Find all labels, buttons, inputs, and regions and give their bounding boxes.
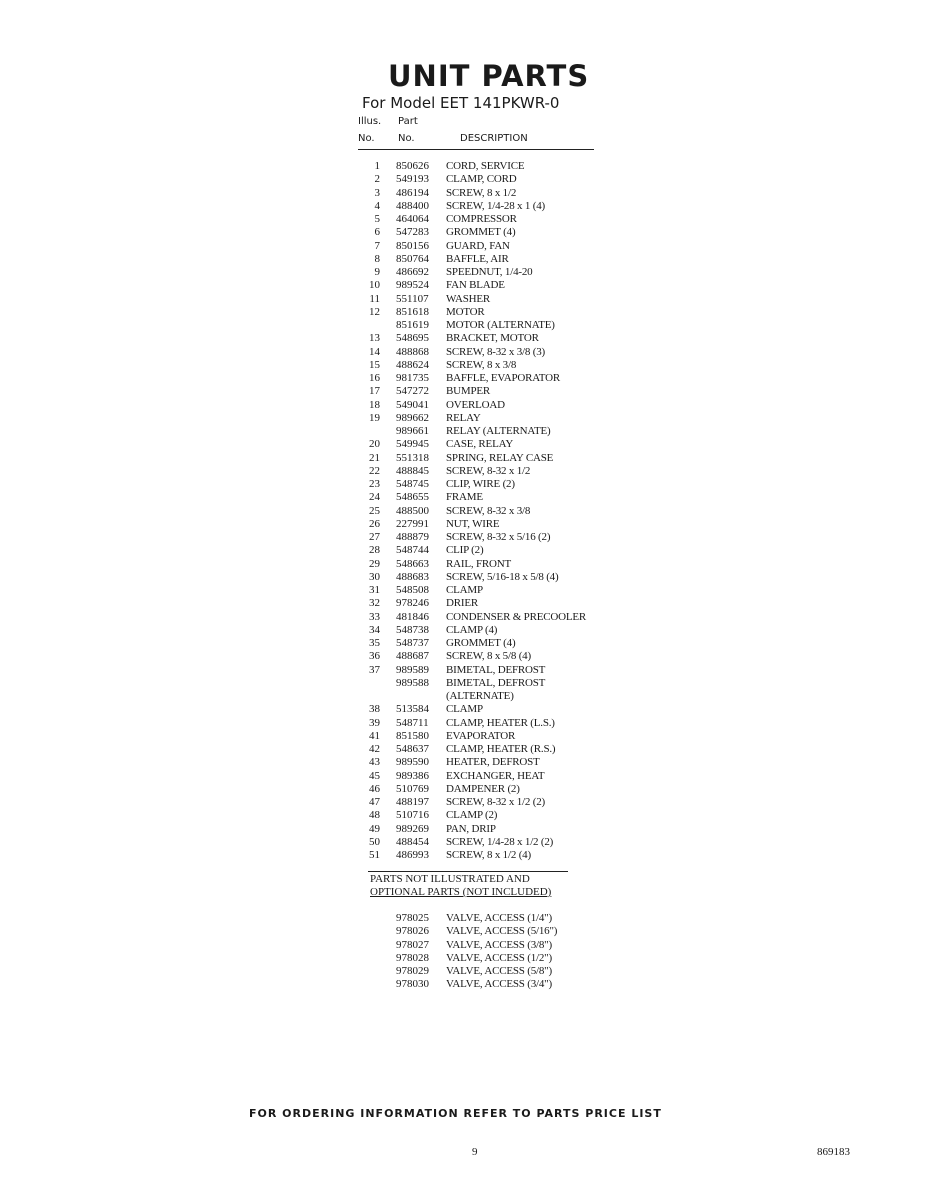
not-illustrated-title-line2: OPTIONAL PARTS (NOT INCLUDED) xyxy=(370,886,552,898)
part-row xyxy=(358,213,618,226)
illus-number: 29 xyxy=(369,557,380,570)
part-description: OVERLOAD xyxy=(446,398,505,411)
part-description: CLAMP, CORD xyxy=(446,173,517,186)
illus-number: 22 xyxy=(369,464,380,477)
optional-part-row xyxy=(358,925,618,938)
part-row xyxy=(358,717,618,730)
illus-number: 9 xyxy=(374,266,380,278)
optional-part-row xyxy=(358,978,618,991)
part-description: BRACKET, MOTOR xyxy=(446,332,539,345)
part-row xyxy=(358,412,618,425)
part-description: VALVE, ACCESS (3/4") xyxy=(446,978,552,991)
illus-number: 8 xyxy=(374,252,380,265)
part-row xyxy=(358,650,618,663)
part-row xyxy=(358,359,618,372)
page-title: UNIT PARTS xyxy=(388,59,590,93)
col-header-no-illus: No. xyxy=(358,133,375,144)
illus-number: 18 xyxy=(369,398,380,411)
part-description: BIMETAL, DEFROST xyxy=(446,676,546,689)
col-header-description: DESCRIPTION xyxy=(460,133,528,144)
part-description: EVAPORATOR xyxy=(446,729,516,742)
illus-number: 31 xyxy=(369,584,380,596)
part-number: 488868 xyxy=(396,345,429,358)
part-number: 548637 xyxy=(396,743,429,755)
part-row xyxy=(358,783,618,796)
part-description: SCREW, 8 x 5/8 (4) xyxy=(446,650,531,663)
illus-number: 1 xyxy=(374,160,380,172)
illus-number: 41 xyxy=(369,729,380,742)
part-row xyxy=(358,796,618,809)
part-description: CLAMP xyxy=(446,584,483,596)
part-description: MOTOR (ALTERNATE) xyxy=(446,319,555,331)
part-number: 547283 xyxy=(396,226,429,239)
part-row xyxy=(358,584,618,597)
illus-number: 38 xyxy=(369,703,380,716)
part-number: 978029 xyxy=(396,965,429,977)
illus-number: 2 xyxy=(374,173,380,186)
illus-number: 50 xyxy=(369,835,380,848)
illus-number: 28 xyxy=(369,544,380,557)
illus-number: 5 xyxy=(374,213,380,225)
part-description: BIMETAL, DEFROST xyxy=(446,663,546,676)
part-description: SPEEDNUT, 1/4-20 xyxy=(446,266,533,278)
part-row xyxy=(358,279,618,292)
illus-number: 39 xyxy=(369,716,380,729)
part-row xyxy=(358,226,618,239)
part-number: 548711 xyxy=(396,716,429,729)
part-row xyxy=(358,531,618,544)
part-description: PAN, DRIP xyxy=(446,822,496,835)
part-description: VALVE, ACCESS (1/4") xyxy=(446,912,552,924)
part-number: 513584 xyxy=(396,703,429,716)
illus-number: 48 xyxy=(369,809,380,822)
part-row xyxy=(358,518,618,531)
part-description: HEATER, DEFROST xyxy=(446,756,540,769)
illus-number: 6 xyxy=(374,226,380,239)
part-description: SCREW, 8-32 x 3/8 xyxy=(446,504,531,517)
part-number: 989661 xyxy=(396,425,429,437)
not-illustrated-title xyxy=(370,873,551,899)
illus-number: 42 xyxy=(369,743,380,755)
part-number: 850626 xyxy=(396,160,429,172)
part-description: BUMPER xyxy=(446,385,491,398)
part-number: 488845 xyxy=(396,464,429,477)
part-description: SPRING, RELAY CASE xyxy=(446,451,554,464)
illus-number: 20 xyxy=(369,438,380,451)
part-number: 551318 xyxy=(396,451,429,464)
part-number: 549193 xyxy=(396,173,429,186)
part-description: WASHER xyxy=(446,292,491,305)
section-divider xyxy=(368,871,568,872)
part-description: FRAME xyxy=(446,491,483,504)
optional-parts-list xyxy=(358,912,618,992)
part-number: 548737 xyxy=(396,637,429,649)
part-description: (ALTERNATE) xyxy=(446,690,514,702)
part-description: CLIP (2) xyxy=(446,544,484,557)
part-number: 488683 xyxy=(396,570,429,583)
part-description: SCREW, 8 x 1/2 (4) xyxy=(446,849,531,861)
part-row xyxy=(358,677,618,690)
part-row xyxy=(358,465,618,478)
part-row xyxy=(358,823,618,836)
illus-number: 24 xyxy=(369,491,380,504)
part-description: SCREW, 8-32 x 3/8 (3) xyxy=(446,345,545,358)
part-description: SCREW, 8 x 1/2 xyxy=(446,186,517,199)
illus-number: 12 xyxy=(369,305,380,318)
part-row xyxy=(358,756,618,769)
part-number: 551107 xyxy=(396,292,429,305)
part-row xyxy=(358,836,618,849)
part-description: RAIL, FRONT xyxy=(446,557,512,570)
part-number: 486194 xyxy=(396,186,429,199)
part-number: 989589 xyxy=(396,663,429,676)
part-description: SCREW, 8-32 x 5/16 (2) xyxy=(446,531,551,543)
part-row xyxy=(358,849,618,862)
header-divider xyxy=(358,149,594,150)
illus-number: 32 xyxy=(369,597,380,610)
part-description: CLAMP, HEATER (R.S.) xyxy=(446,743,556,755)
part-number: 850156 xyxy=(396,239,429,252)
part-row xyxy=(358,703,618,716)
part-description: SCREW, 8-32 x 1/2 xyxy=(446,464,531,477)
parts-list xyxy=(358,160,618,862)
part-row xyxy=(358,306,618,319)
part-description: CLAMP xyxy=(446,703,483,716)
part-number: 978028 xyxy=(396,951,429,964)
part-number: 488879 xyxy=(396,531,429,543)
col-header-part: Part xyxy=(398,116,418,127)
part-row xyxy=(358,452,618,465)
optional-part-row xyxy=(358,939,618,952)
part-row xyxy=(358,173,618,186)
part-row xyxy=(358,611,618,624)
part-description: NUT, WIRE xyxy=(446,517,500,530)
part-row xyxy=(358,571,618,584)
part-row xyxy=(358,637,618,650)
illus-number: 23 xyxy=(369,478,380,490)
part-row xyxy=(358,478,618,491)
part-description: DAMPENER (2) xyxy=(446,782,520,795)
part-description: BAFFLE, EVAPORATOR xyxy=(446,372,560,384)
part-description: CORD, SERVICE xyxy=(446,160,525,172)
part-number: 978030 xyxy=(396,978,429,991)
part-number: 978027 xyxy=(396,938,429,951)
part-number: 488400 xyxy=(396,199,429,212)
part-number: 510769 xyxy=(396,782,429,795)
part-description: VALVE, ACCESS (5/16") xyxy=(446,925,558,938)
part-description: GUARD, FAN xyxy=(446,239,510,252)
part-row xyxy=(358,253,618,266)
part-number: 488197 xyxy=(396,796,429,808)
illus-number: 10 xyxy=(369,279,380,292)
part-description: EXCHANGER, HEAT xyxy=(446,769,545,782)
col-header-no-part: No. xyxy=(398,133,415,144)
illus-number: 13 xyxy=(369,332,380,345)
illus-number: 46 xyxy=(369,782,380,795)
illus-number: 26 xyxy=(369,517,380,530)
part-number: 989386 xyxy=(396,769,429,782)
part-description: CASE, RELAY xyxy=(446,438,514,451)
part-row xyxy=(358,319,618,332)
part-number: 549041 xyxy=(396,398,429,411)
illus-number: 11 xyxy=(369,292,380,305)
part-number: 989269 xyxy=(396,822,429,835)
model-subtitle: For Model EET 141PKWR-0 xyxy=(362,94,560,112)
part-number: 548508 xyxy=(396,584,429,596)
part-number: 227991 xyxy=(396,517,429,530)
part-row xyxy=(358,809,618,822)
part-number: 978026 xyxy=(396,925,429,938)
part-description: VALVE, ACCESS (3/8") xyxy=(446,938,552,951)
part-row xyxy=(358,293,618,306)
illus-number: 34 xyxy=(369,623,380,636)
part-description: SCREW, 8-32 x 1/2 (2) xyxy=(446,796,545,808)
part-number: 981735 xyxy=(396,372,429,384)
part-row xyxy=(358,624,618,637)
part-row xyxy=(358,385,618,398)
part-number: 851580 xyxy=(396,729,429,742)
part-description: COMPRESSOR xyxy=(446,213,517,225)
part-description: SCREW, 1/4-28 x 1 (4) xyxy=(446,199,545,212)
col-header-illus: Illus. xyxy=(358,116,382,127)
part-row xyxy=(358,558,618,571)
optional-part-row xyxy=(358,965,618,978)
part-number: 510716 xyxy=(396,809,429,822)
part-description: CONDENSER & PRECOOLER xyxy=(446,610,587,623)
part-row xyxy=(358,505,618,518)
part-description: DRIER xyxy=(446,597,479,610)
part-number: 488624 xyxy=(396,358,429,371)
document-number: 869183 xyxy=(817,1146,850,1158)
illus-number: 51 xyxy=(369,849,380,861)
part-description: RELAY xyxy=(446,411,481,424)
part-row xyxy=(358,200,618,213)
part-row xyxy=(358,730,618,743)
illus-number: 30 xyxy=(369,570,380,583)
part-number: 488687 xyxy=(396,650,429,663)
illus-number: 33 xyxy=(369,610,380,623)
part-description: SCREW, 1/4-28 x 1/2 (2) xyxy=(446,835,554,848)
not-illustrated-title-line1: PARTS NOT ILLUSTRATED AND xyxy=(370,873,530,885)
illus-number: 14 xyxy=(369,345,380,358)
part-number: 851619 xyxy=(396,319,429,331)
part-number: 851618 xyxy=(396,305,429,318)
illus-number: 4 xyxy=(374,199,380,212)
part-number: 850764 xyxy=(396,252,429,265)
part-row xyxy=(358,187,618,200)
part-row xyxy=(358,332,618,345)
part-row xyxy=(358,266,618,279)
part-description: SCREW, 5/16-18 x 5/8 (4) xyxy=(446,570,559,583)
part-number: 548663 xyxy=(396,557,429,570)
illus-number: 21 xyxy=(369,451,380,464)
part-description: CLIP, WIRE (2) xyxy=(446,478,515,490)
part-description: FAN BLADE xyxy=(446,279,505,292)
part-row xyxy=(358,664,618,677)
part-row xyxy=(358,160,618,173)
illus-number: 17 xyxy=(369,385,380,398)
illus-number: 45 xyxy=(369,769,380,782)
part-row xyxy=(358,399,618,412)
part-description: GROMMET (4) xyxy=(446,637,516,649)
part-description: CLAMP, HEATER (L.S.) xyxy=(446,716,555,729)
part-number: 548744 xyxy=(396,544,429,557)
illus-number: 7 xyxy=(374,239,380,252)
illus-number: 47 xyxy=(369,796,380,808)
illus-number: 3 xyxy=(374,186,380,199)
part-number: 978025 xyxy=(396,912,429,924)
part-row xyxy=(358,346,618,359)
part-row xyxy=(358,372,618,385)
part-row xyxy=(358,438,618,451)
part-number: 464064 xyxy=(396,213,429,225)
part-number: 989524 xyxy=(396,279,429,292)
part-number: 978246 xyxy=(396,597,429,610)
part-number: 488454 xyxy=(396,835,429,848)
part-number: 548738 xyxy=(396,623,429,636)
page-number: 9 xyxy=(472,1146,478,1158)
part-description: VALVE, ACCESS (1/2") xyxy=(446,951,552,964)
part-description: BAFFLE, AIR xyxy=(446,252,509,265)
part-number: 486692 xyxy=(396,266,429,278)
part-description: SCREW, 8 x 3/8 xyxy=(446,358,517,371)
part-row xyxy=(358,425,618,438)
illus-number: 49 xyxy=(369,822,380,835)
part-description: GROMMET (4) xyxy=(446,226,516,239)
illus-number: 43 xyxy=(369,756,380,769)
part-row xyxy=(358,690,618,703)
part-description: MOTOR xyxy=(446,305,485,318)
part-row xyxy=(358,544,618,557)
illus-number: 19 xyxy=(369,411,380,424)
part-description: CLAMP (2) xyxy=(446,809,498,822)
part-row xyxy=(358,597,618,610)
part-number: 548655 xyxy=(396,491,429,504)
ordering-note: FOR ORDERING INFORMATION REFER TO PARTS PRICE LIST xyxy=(249,1107,662,1120)
optional-part-row xyxy=(358,952,618,965)
part-number: 548695 xyxy=(396,332,429,345)
illus-number: 37 xyxy=(369,663,380,676)
part-row xyxy=(358,743,618,756)
illus-number: 36 xyxy=(369,650,380,663)
optional-part-row xyxy=(358,912,618,925)
part-row xyxy=(358,770,618,783)
part-number: 547272 xyxy=(396,385,429,398)
part-description: CLAMP (4) xyxy=(446,623,498,636)
part-number: 488500 xyxy=(396,504,429,517)
part-number: 486993 xyxy=(396,849,429,861)
part-number: 989590 xyxy=(396,756,429,769)
illus-number: 16 xyxy=(369,372,380,384)
illus-number: 27 xyxy=(369,531,380,543)
illus-number: 25 xyxy=(369,504,380,517)
part-number: 989588 xyxy=(396,676,429,689)
part-number: 989662 xyxy=(396,411,429,424)
illus-number: 15 xyxy=(369,358,380,371)
part-number: 549945 xyxy=(396,438,429,451)
part-description: VALVE, ACCESS (5/8") xyxy=(446,965,552,977)
part-number: 481846 xyxy=(396,610,429,623)
part-description: RELAY (ALTERNATE) xyxy=(446,425,551,437)
part-number: 548745 xyxy=(396,478,429,490)
illus-number: 35 xyxy=(369,637,380,649)
part-row xyxy=(358,240,618,253)
part-row xyxy=(358,491,618,504)
